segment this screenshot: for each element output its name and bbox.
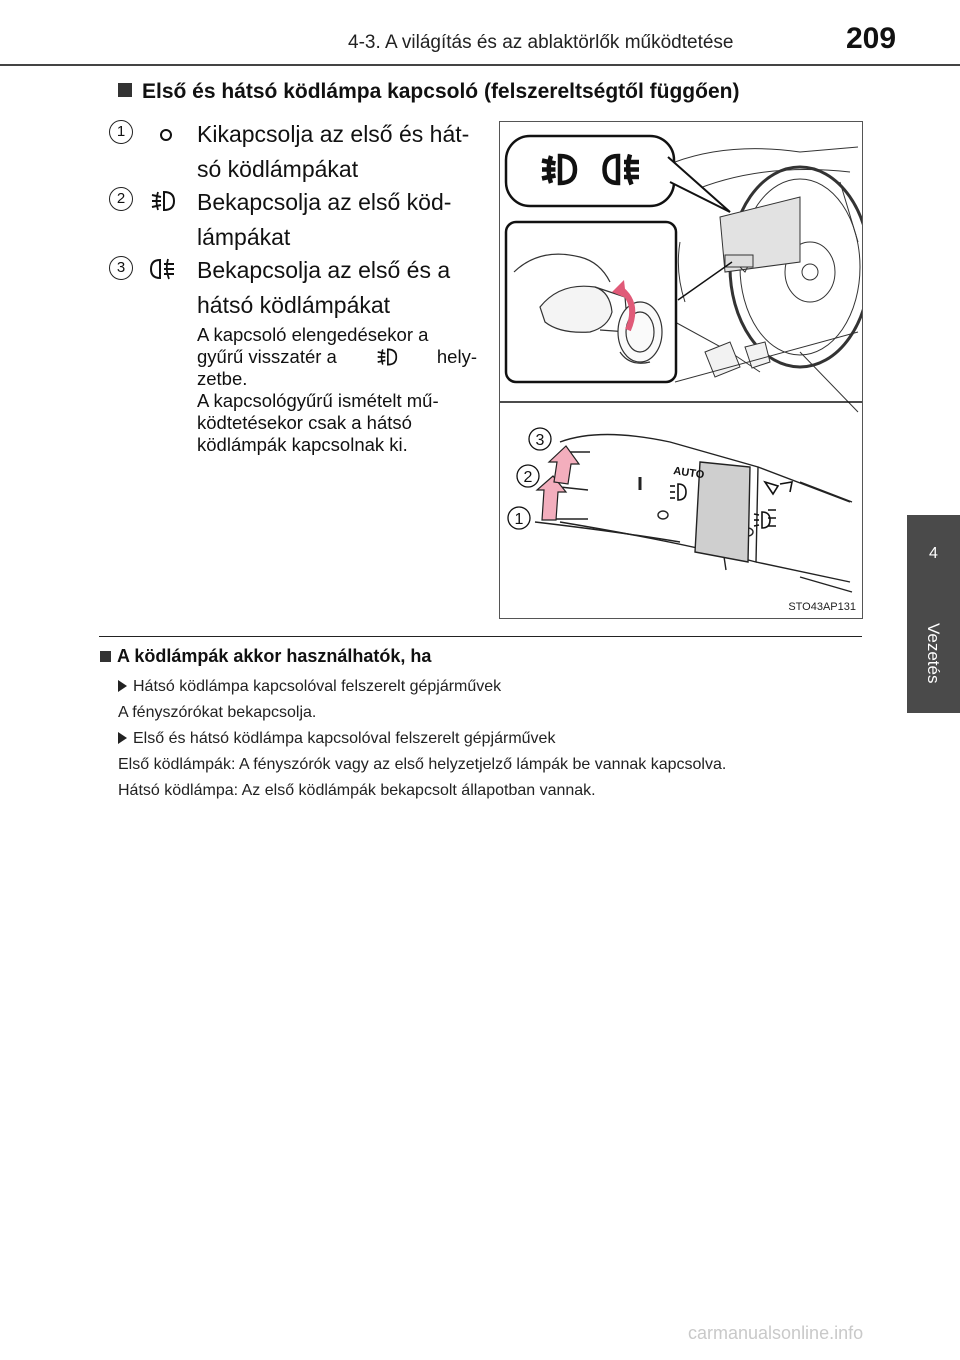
section-title-text: Első és hátsó ködlámpa kapcsoló (felszereltségtől függően) xyxy=(142,80,740,103)
figure-caption: STO43AP131 xyxy=(788,601,856,613)
front-fog-lamp-icon xyxy=(148,188,178,214)
item-text-2 xyxy=(197,185,477,255)
item-number-1: 1 xyxy=(109,120,133,144)
bullet-line-1-text: Hátsó ködlámpa kapcsolóval felszerelt gépjárművek xyxy=(133,678,502,695)
rear-fog-lamp-icon xyxy=(148,256,178,282)
body-line-1: A fényszórókat bekapcsolja. xyxy=(118,704,317,721)
header-rule xyxy=(0,64,960,66)
item-number-3: 3 xyxy=(109,256,133,280)
subsection-marker xyxy=(100,651,111,662)
item-text-3 xyxy=(197,253,477,323)
chapter-label: Vezetés xyxy=(924,622,943,684)
note-line-3: zetbe. xyxy=(197,368,248,389)
item-1-line-2: só ködlámpákat xyxy=(197,156,359,182)
section-title xyxy=(118,80,739,104)
item-1-line-1: Kikapcsolja az első és hát- xyxy=(197,121,470,147)
note-line-4: A kapcsológyűrű ismételt mű- xyxy=(197,390,439,411)
note-line-6: ködlámpák kapcsolnak ki. xyxy=(197,434,408,455)
bullet-line-1 xyxy=(118,678,501,696)
note-line-2 xyxy=(197,346,477,368)
fog-switch-illustration xyxy=(500,122,862,618)
item-number-2: 2 xyxy=(109,187,133,211)
note-line-5: ködtetésekor csak a hátsó xyxy=(197,412,412,433)
figure-illustration xyxy=(499,121,863,619)
auto-label: AUTO xyxy=(672,465,705,482)
watermark: carmanualsonline.info xyxy=(688,1323,864,1343)
note-line-1: A kapcsoló elengedésekor a xyxy=(197,324,429,345)
note-text xyxy=(197,324,477,456)
note-line-2-a: gyűrű visszatér a xyxy=(197,346,337,367)
chapter-tab xyxy=(907,515,960,713)
page-header xyxy=(0,0,960,62)
bullet-triangle-icon xyxy=(118,680,127,692)
page-number: 209 xyxy=(846,22,897,55)
note-line-2-b: hely- xyxy=(436,346,477,367)
section-marker xyxy=(118,83,132,97)
subsection-title-text: A ködlámpák akkor használhatók, ha xyxy=(117,646,432,666)
subsection-title xyxy=(100,646,431,667)
front-fog-lamp-icon xyxy=(373,346,401,368)
callout-1: 1 xyxy=(514,511,524,528)
bullet-line-2-text: Első és hátsó ködlámpa kapcsolóval felszerelt gépjárművek xyxy=(133,730,556,747)
header-title: 4-3. A világítás és az ablaktörlők működtetése xyxy=(348,32,734,53)
item-3-line-2: hátsó ködlámpákat xyxy=(197,292,391,318)
item-2-line-2: lámpákat xyxy=(197,224,291,250)
body-line-3: Hátsó ködlámpa: Az első ködlámpák bekapcsolt állapotban vannak. xyxy=(118,782,596,799)
bullet-triangle-icon xyxy=(118,732,127,744)
callout-3: 3 xyxy=(535,432,545,449)
item-3-line-1: Bekapcsolja az első és a xyxy=(197,257,451,283)
item-2-line-1: Bekapcsolja az első köd- xyxy=(197,189,452,215)
bullet-line-2 xyxy=(118,730,555,748)
section-rule xyxy=(99,636,862,637)
callout-2: 2 xyxy=(523,469,533,486)
item-text-1 xyxy=(197,117,477,187)
body-line-2: Első ködlámpák: A fényszórók vagy az első helyzetjelző lámpák be vannak kapcsolva. xyxy=(118,756,727,773)
off-circle-icon xyxy=(151,122,181,148)
chapter-number: 4 xyxy=(929,545,938,562)
